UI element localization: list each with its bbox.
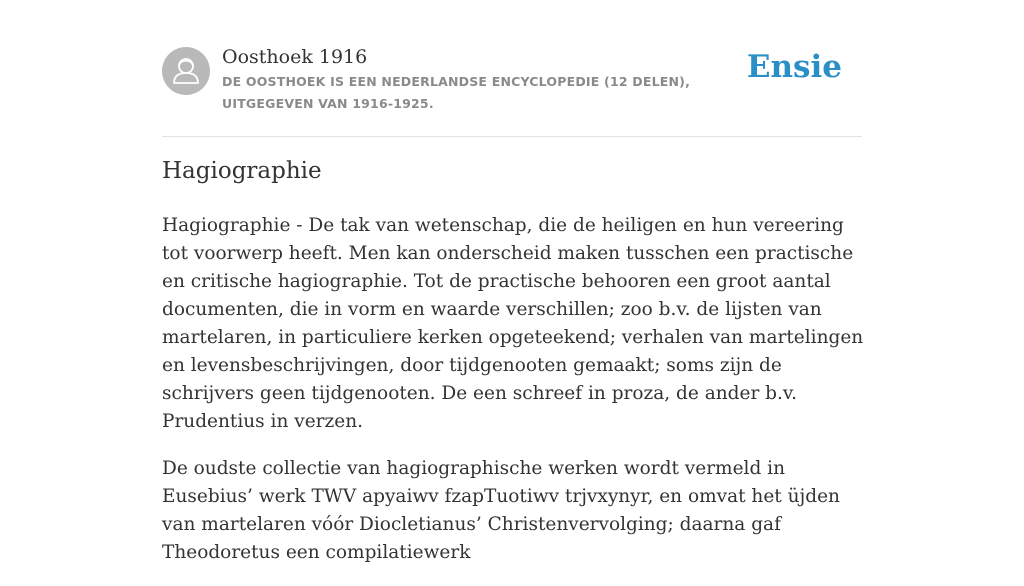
- article-paragraph: Hagiographie - De tak van wetenschap, die de heiligen en hun vereering tot voorwerp heeft. Men kan onderscheid maken tusschen een practische en critische hagiographie. Tot de practische behooren een groot aantal documenten, die in vorm en waarde verschillen; zoo b.v. de lijsten van martelaren, in particuliere kerken opgeteekend; verhalen van martelingen en levensbeschrijvingen, door tijdgenooten gemaakt; soms zijn de schrijvers geen tijdgenooten. De een schreef in proza, de ander b.v. Prudentius in verzen.: [162, 215, 864, 432]
- article-paragraph: De oudste collectie van hagiographische werken wordt vermeld in Eusebius’ werk TWV apyaiwv fzapTuotiwv trjvxynyr, en omvat het üjden van martelaren vóór Diocletianus’ Christenvervolging; daarna gaf Theodoretus een compilatiewerk: [162, 458, 840, 563]
- avatar[interactable]: [162, 47, 210, 95]
- source-title[interactable]: Oosthoek 1916: [222, 46, 368, 68]
- source-description: DE OOSTHOEK IS EEN NEDERLANDSE ENCYCLOPEDIE (12 DELEN), UITGEGEVEN VAN 1916-1925.: [222, 74, 691, 111]
- user-icon: [162, 47, 210, 95]
- brand-logo[interactable]: Ensie: [746, 49, 842, 85]
- article-title: Hagiographie: [162, 158, 322, 184]
- source-header: [162, 44, 862, 137]
- article-body: [162, 212, 874, 586]
